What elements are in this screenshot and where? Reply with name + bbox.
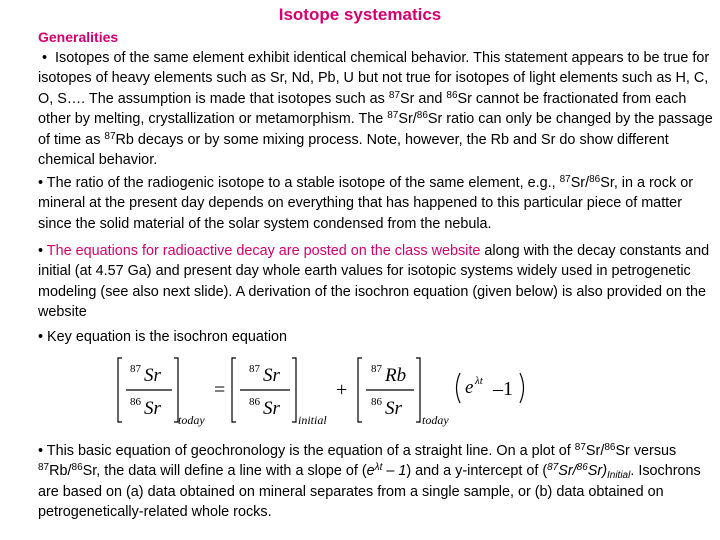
eq-sr-den-b: Sr bbox=[263, 398, 280, 419]
class-website-link[interactable]: The equations for radioactive decay are posted on the class website bbox=[46, 243, 481, 259]
paragraph-straight-line: • This basic equation of geochronology is the equation of a straight line. On a plot of $^{87}$Sr/$^{86}$Sr versus $^{87}$Rb/$^{86}$Sr, the data will define a line with a slope of $(e^{\lambda t} - 1)$ and a y-intercept of $(^{87}Sr/^{86}Sr)_{Initial}$. Isochrons are based on (a) data obtained on mineral separates from a single sample, or (b) data obtained on petrogenetically-related whole rocks. bbox=[38, 442, 701, 521]
eq-mass-86-a: 86 bbox=[130, 396, 141, 408]
section-heading: Generalities bbox=[38, 29, 119, 45]
page-title: Isotope systematics bbox=[278, 5, 442, 24]
eq-today-c: today bbox=[422, 413, 449, 427]
eq-plus: + bbox=[336, 379, 348, 401]
paragraph-generalities: • Isotopes of the same element exhibit identical chemical behavior. This statement appears to be true for isotopes of heavy elements such as Sr, Nd, Pb, U but not true for isotopes of light elements such as H, C, O, S…. The assumption is made that isotopes such as $^{87}$Sr and $^{86}$Sr cannot be fractionated from each other by melting, crystallization or metamorphism. The $^{87}$Sr/$^{86}$Sr ratio can only be changed by the passage of time as $^{87}$Rb decays or by some mixing process. Note, however, the Rb and Sr do show different chemical behavior. bbox=[38, 50, 713, 169]
eq-equals: = bbox=[214, 379, 226, 401]
eq-today-a: today bbox=[178, 413, 205, 427]
eq-sr-num-b: Sr bbox=[263, 365, 280, 386]
paragraph-decay-equations: • The equations for radioactive decay are posted on the class website along with the decay constants and initial (at 4.57 Ga) and present day whole earth values for isotopic systems widely used in petrogenetic modeling (see also next slide). A derivation of the isochron equation (given below) is also provided on the website bbox=[38, 243, 710, 321]
eq-e: e bbox=[465, 377, 474, 398]
eq-mass-87-b: 87 bbox=[249, 363, 260, 375]
eq-minus-one: –1 bbox=[493, 378, 513, 400]
eq-lambda-t: λt bbox=[475, 375, 483, 387]
eq-mass-86-b: 86 bbox=[249, 396, 260, 408]
paragraph-radiogenic-ratio: • The ratio of the radiogenic isotope to a stable isotope of the same element, e.g., $^{87}$Sr/$^{86}$Sr, in a rock or mineral at the present day depends on everything that has happened to this particular piece of matter since the solid material of the solar system condensed from the nebula. bbox=[38, 174, 693, 232]
eq-sr-num-a: Sr bbox=[144, 365, 161, 386]
isochron-equation bbox=[110, 352, 550, 430]
eq-mass-87-c: 87 bbox=[371, 363, 382, 375]
eq-sr-den-c: Sr bbox=[385, 398, 402, 419]
eq-mass-87-a: 87 bbox=[130, 363, 141, 375]
eq-initial: initial bbox=[298, 413, 327, 427]
eq-sr-den-a: Sr bbox=[144, 398, 161, 419]
eq-rb-num: Rb bbox=[385, 365, 407, 386]
paragraph-key-equation: • Key equation is the isochron equation bbox=[38, 329, 288, 345]
equation-brackets bbox=[110, 352, 550, 430]
eq-mass-86-c: 86 bbox=[371, 396, 382, 408]
